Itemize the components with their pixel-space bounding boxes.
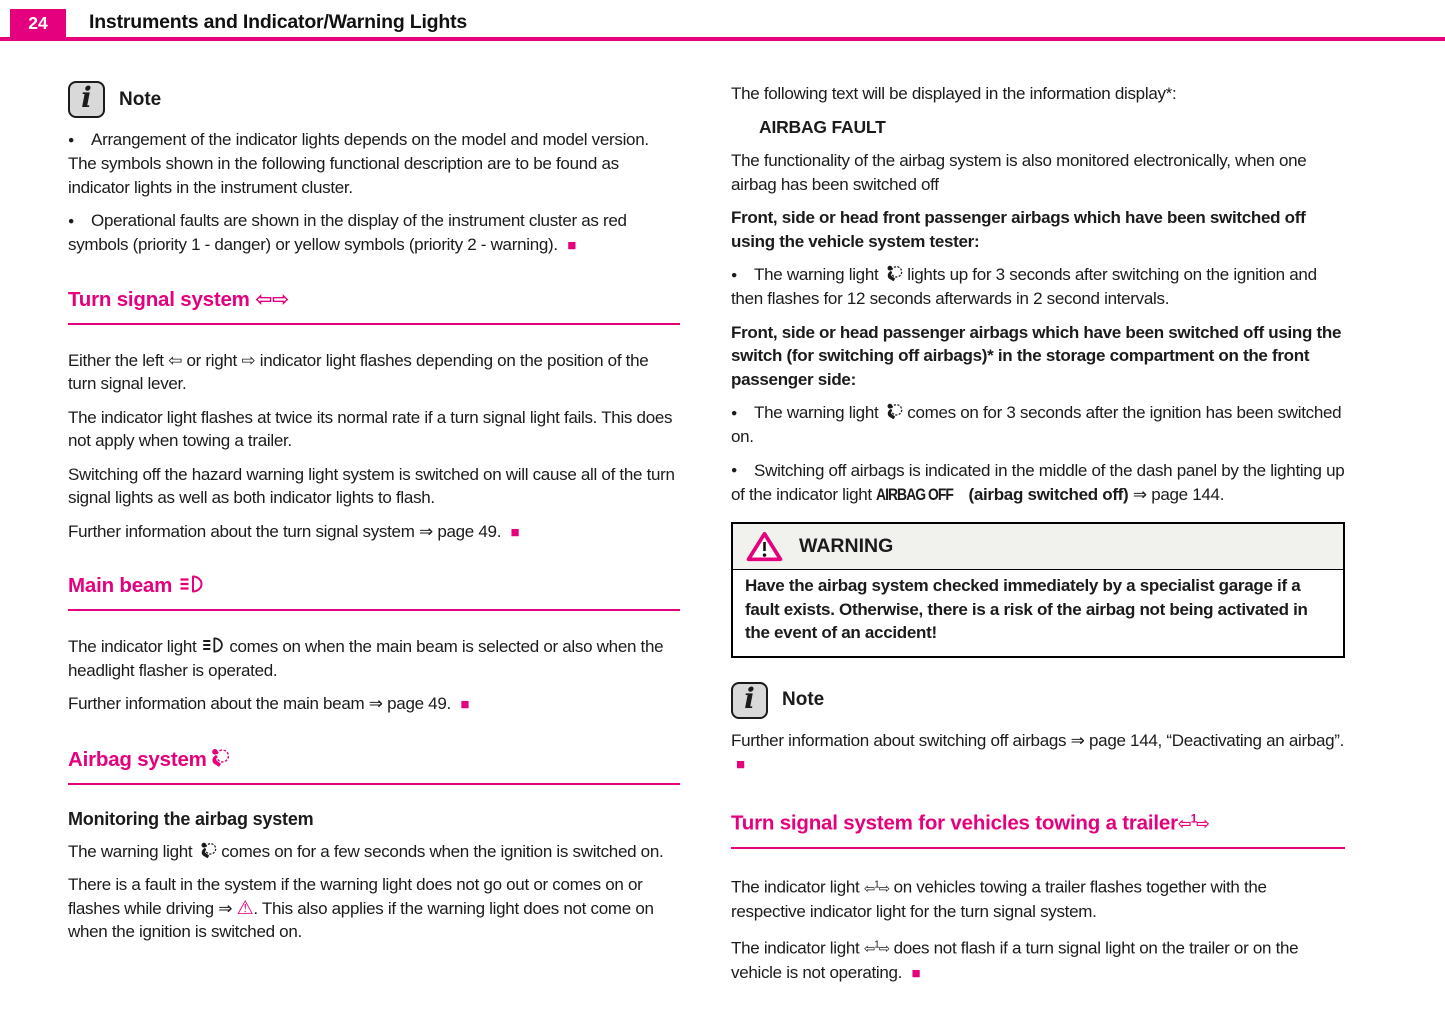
section-heading-trailer: Turn signal system for vehicles towing a trailer⇦$^1$⇨ (731, 807, 1345, 849)
warning-box-header (733, 524, 1343, 570)
header-rule (0, 37, 1445, 41)
note-label: Note (782, 689, 825, 710)
page-title: Instruments and Indicator/Warning Lights (89, 11, 468, 33)
note-bullet: ● Operational faults are shown in the display of the instrument cluster as red symbols (priority 1 - danger) or yellow symbols (priority 2 - warning). ■ (68, 209, 680, 258)
left-column (68, 41, 680, 995)
warning-triangle-icon (746, 531, 783, 562)
cross-reference: Further information about the turn signal system ⇒ page 49. ■ (68, 521, 520, 541)
paragraph: The functionality of the airbag system is also monitored electronically, when one airbag has been switched off (731, 151, 1307, 194)
paragraph: Either the left ⇦ or right ⇨ indicator light flashes depending on the position of the turn signal lever. (68, 350, 649, 393)
paragraph: The warning light comes on for a few seconds when the ignition is switched on. (68, 841, 664, 861)
airbag-warning-icon (197, 841, 217, 861)
paragraph: The indicator light ⇦$^1$⇨ does not flash if a turn signal light on the trailer or on the vehicle is not operating. ■ (731, 938, 1299, 982)
note-label: Note (119, 88, 162, 110)
bullet-item: ● Switching off airbags is indicated in the middle of the dash panel by the lighting up of the indicator light AIRBAG OFF (airbag switched off) ⇒ page 144. (731, 459, 1345, 507)
section-end-marker: ■ (736, 756, 745, 773)
paragraph: Switching off the hazard warning light system is switched on will cause all of the turn signal lights as well as both indicator lights to flash. (68, 464, 675, 507)
trailer-turn-signal-icon: ⇦$^1$⇨ (1177, 811, 1209, 833)
section-trailer-turn-signal (731, 807, 1345, 986)
warning-label: WARNING (799, 535, 894, 557)
paragraph: The indicator light comes on when the main beam is selected or also when the headlight flasher is operated. (68, 637, 664, 680)
main-beam-icon (201, 637, 225, 653)
airbag-warning-icon (883, 402, 903, 422)
note-bullet: ● Arrangement of the indicator lights depends on the model and model version. The symbols shown in the following functional description are to be found as indicator lights in the instrument cluster. (68, 128, 680, 199)
warning-text: Have the airbag system checked immediately by a specialist garage if a fault exists. Otherwise, there is a risk of the airbag not being activated in the event of an accident! (745, 576, 1308, 642)
info-icon: i (68, 81, 105, 118)
section-turn-signal (68, 288, 680, 545)
bullet-item: ● The warning light comes on for 3 seconds after the ignition has been switched on. (731, 401, 1345, 449)
paragraph: The indicator light flashes at twice its normal rate if a turn signal light fails. This does not apply when towing a trailer. (68, 407, 673, 450)
section-end-marker: ■ (510, 523, 520, 541)
paragraph: The following text will be displayed in the information display*: (731, 84, 1177, 103)
right-column (731, 41, 1345, 995)
information-display-message: AIRBAG FAULT (759, 116, 886, 137)
subsection-heading-monitoring: Monitoring the airbag system (68, 808, 314, 829)
note-header (731, 682, 1345, 719)
section-airbag-system (68, 747, 680, 944)
airbag-off-display-text: AIRBAG OFF (876, 484, 954, 504)
bold-subheading-switch: Front, side or head passenger airbags which have been switched off using the switch (for switching off airbags)* in the storage compartment on the front passenger side: (731, 322, 1342, 389)
note-header (68, 81, 680, 118)
bold-subheading-tester: Front, side or head front passenger airbags which have been switched off using the vehicle system tester: (731, 208, 1306, 251)
info-icon: i (731, 682, 768, 719)
warning-triangle-icon: ⚠ (236, 897, 254, 919)
section-heading-turn-signal: Turn signal system ⇦⇨ (68, 288, 680, 325)
paragraph: The indicator light ⇦$^1$⇨ on vehicles towing a trailer flashes together with the respective indicator light for the turn signal system. (731, 877, 1267, 921)
section-heading-main-beam: Main beam (68, 574, 680, 611)
warning-box (731, 522, 1345, 658)
cross-reference: Further information about switching off airbags ⇒ page 144, “Deactivating an airbag”. ■ (731, 730, 1345, 773)
trailer-turn-signal-icon: ⇦$^1$⇨ (863, 939, 890, 957)
section-main-beam (68, 574, 680, 717)
page-number-badge: 24 (10, 9, 66, 37)
main-beam-icon (178, 575, 205, 593)
airbag-warning-icon (207, 747, 230, 770)
cross-reference: Further information about the main beam ⇒ page 49. ■ (68, 694, 470, 713)
trailer-turn-signal-icon: ⇦$^1$⇨ (863, 878, 890, 896)
section-end-marker: ■ (911, 964, 921, 982)
section-heading-airbag: Airbag system (68, 747, 680, 785)
section-end-marker: ■ (567, 237, 576, 254)
paragraph: There is a fault in the system if the warning light does not go out or comes on or flashes while driving ⇒ ⚠. This also applies if the warning light does not come on when the ignition is switched on. (68, 875, 654, 941)
bullet-item: ● The warning light lights up for 3 seconds after switching on the ignition and then flashes for 12 seconds afterwards in 2 second intervals. (731, 263, 1345, 311)
airbag-warning-icon (883, 264, 903, 284)
section-end-marker: ■ (460, 696, 470, 713)
